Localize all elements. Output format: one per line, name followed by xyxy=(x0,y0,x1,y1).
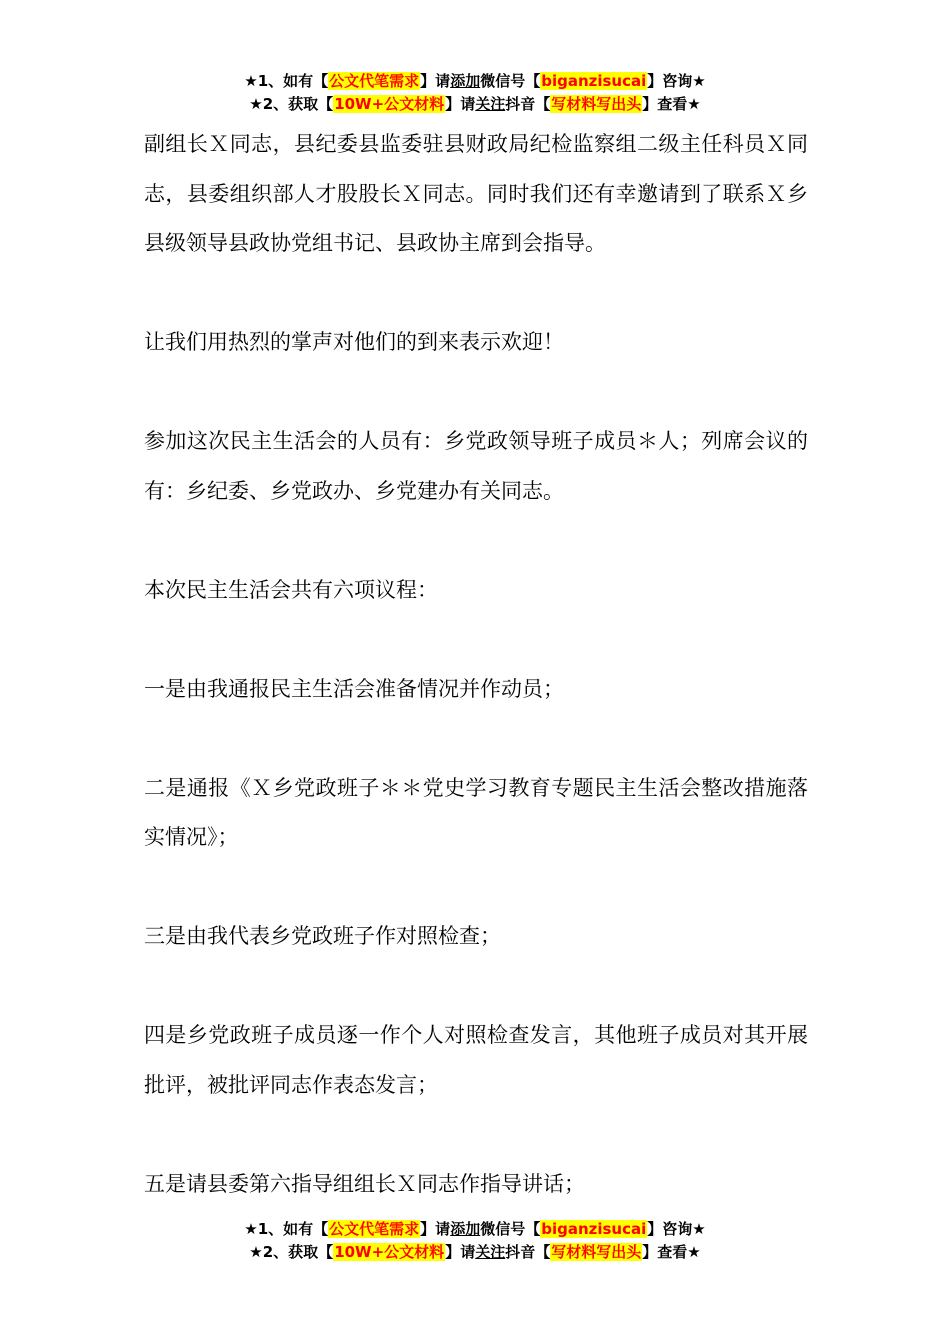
footer-banner xyxy=(0,1218,950,1264)
highlight-materials: 10W+公文材料 xyxy=(334,1243,445,1261)
paragraph-welcome: 让我们用热烈的掌声对他们的到来表示欢迎！ xyxy=(144,330,564,354)
banner-line-1 xyxy=(0,1218,950,1241)
paragraph-agenda-item-2: 二是通报《Ｘ乡党政班子＊＊党史学习教育专题民主生活会整改措施落实情况》； xyxy=(144,775,808,849)
banner-line-2 xyxy=(0,1241,950,1264)
highlight-wechat-id: biganzisucai xyxy=(541,72,647,90)
highlight-douyin: 写材料写出头 xyxy=(551,95,642,113)
banner-emphasis: 关注 xyxy=(475,95,506,113)
paragraph-participants: 参加这次民主生活会的人员有：乡党政领导班子成员＊人；列席会议的有：乡纪委、乡党政办、乡党建办有关同志。 xyxy=(144,429,808,503)
banner-text: 微信号【 xyxy=(480,72,541,90)
banner-line-1 xyxy=(0,70,950,93)
header-banner xyxy=(0,70,950,116)
banner-emphasis: 添加 xyxy=(450,1220,481,1238)
highlight-wechat-id: biganzisucai xyxy=(541,1220,647,1238)
highlight-materials: 10W+公文材料 xyxy=(334,95,445,113)
banner-text: ★1、如有【 xyxy=(244,1220,329,1238)
banner-text: 】请 xyxy=(445,1243,476,1261)
banner-text: 抖音【 xyxy=(505,1243,551,1261)
paragraph-agenda-item-5: 五是请县委第六指导组组长Ｘ同志作指导讲话； xyxy=(144,1171,585,1196)
banner-text: 】查看★ xyxy=(642,1243,701,1261)
banner-text: 】咨询★ xyxy=(647,1220,706,1238)
banner-emphasis: 添加 xyxy=(450,72,481,90)
document-body xyxy=(144,120,808,1209)
banner-text: 】请 xyxy=(420,72,451,90)
paragraph-agenda-item-1: 一是由我通报民主生活会准备情况并作动员； xyxy=(144,676,564,701)
banner-text: 】查看★ xyxy=(642,95,701,113)
paragraph-agenda-item-3: 三是由我代表乡党政班子作对照检查； xyxy=(144,924,501,948)
highlight-service: 公文代笔需求 xyxy=(329,72,420,90)
banner-text: 】请 xyxy=(445,95,476,113)
banner-text: 】咨询★ xyxy=(647,72,706,90)
banner-text: 微信号【 xyxy=(480,1220,541,1238)
highlight-service: 公文代笔需求 xyxy=(329,1220,420,1238)
paragraph-agenda-item-4: 四是乡党政班子成员逐一作个人对照检查发言，其他班子成员对其开展批评，被批评同志作表态发言； xyxy=(144,1023,808,1097)
paragraph-agenda-intro: 本次民主生活会共有六项议程： xyxy=(144,577,438,602)
banner-text: 】请 xyxy=(420,1220,451,1238)
banner-text: ★2、获取【 xyxy=(249,1243,334,1261)
banner-emphasis: 关注 xyxy=(475,1243,506,1261)
banner-text: 抖音【 xyxy=(505,95,551,113)
banner-text: ★1、如有【 xyxy=(244,72,329,90)
banner-text: ★2、获取【 xyxy=(249,95,334,113)
highlight-douyin: 写材料写出头 xyxy=(551,1243,642,1261)
paragraph-attendees-leaders: 副组长Ｘ同志，县纪委县监委驻县财政局纪检监察组二级主任科员Ｘ同志，县委组织部人才股股长Ｘ同志。同时我们还有幸邀请到了联系Ｘ乡县级领导县政协党组书记、县政协主席到会指导。 xyxy=(144,132,808,255)
banner-line-2 xyxy=(0,93,950,116)
